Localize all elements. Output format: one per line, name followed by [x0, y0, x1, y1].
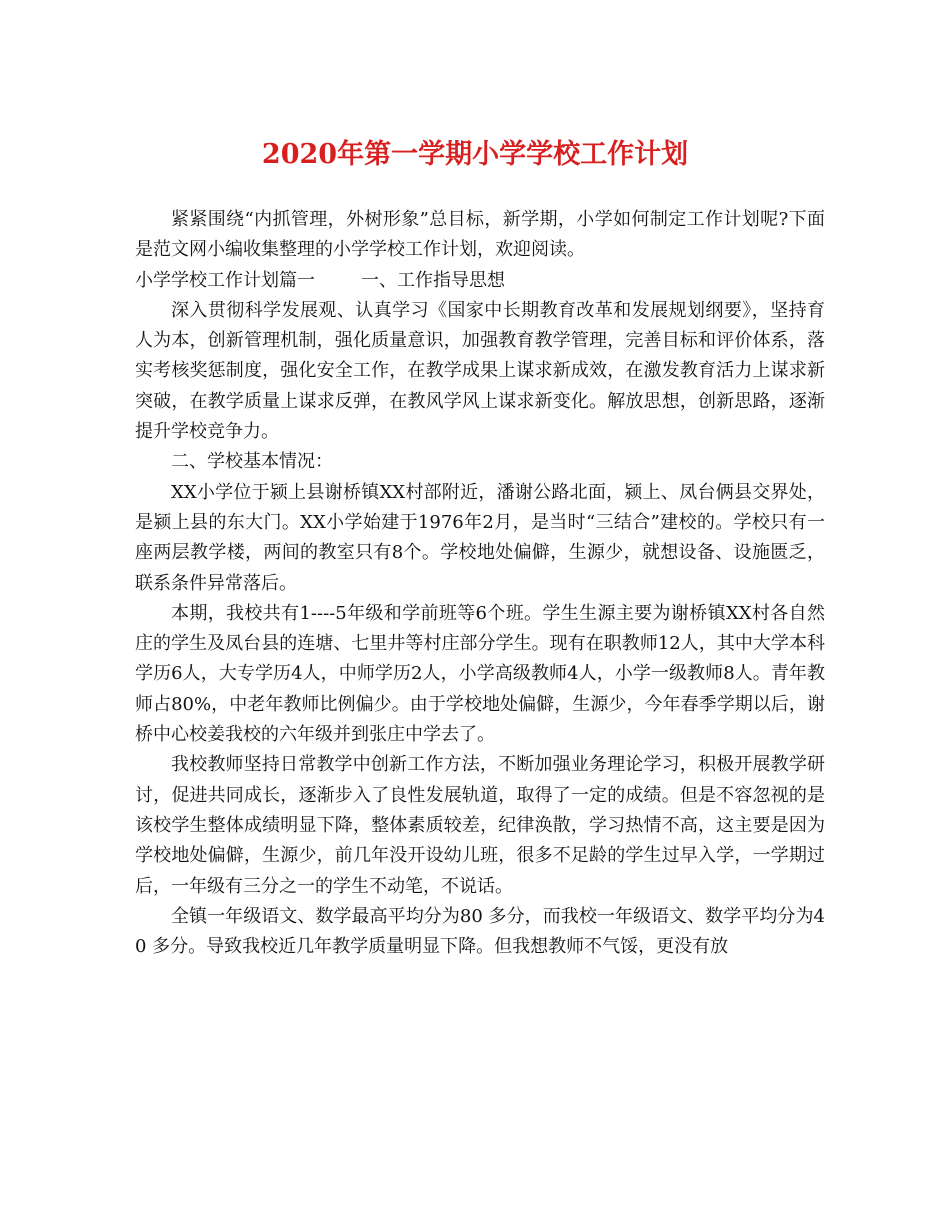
document-title: 2020年第一学期小学学校工作计划 [261, 139, 689, 170]
intro-paragraph: 紧紧围绕“内抓管理，外树形象”总目标，新学期，小学如何制定工作计划呢?下面是范文网小编收集整理的小学学校工作计划，欢迎阅读。 [135, 209, 825, 261]
section-heading-guiding-ideology: 一、工作指导思想 [361, 269, 505, 291]
section-heading-school-basics: 二、学校基本情况： [171, 451, 333, 473]
paragraph-teaching-status: 我校教师坚持日常教学中创新工作方法，不断加强业务理论学习，积极开展教学研讨，促进共同成长，逐渐步入了良性发展轨道，取得了一定的成绩。但是不容忽视的是该校学生整体成绩明显下降，整体素质较差，纪律涣散，学习热情不高，这主要是因为学校地处偏僻，生源少，前几年没开设幼儿班，很多不足龄的学生过早入学，一学期过后，一年级有三分之一的学生不动笔，不说话。 [135, 754, 825, 897]
document-body [135, 205, 825, 962]
paragraph-school-location: XX小学位于颍上县谢桥镇XX村部附近，潘谢公路北面，颍上、凤台俩县交界处，是颍上县的东大门。XX小学始建于1976年2月，是当时“三结合”建校的。学校只有一座两层教学楼，两间的教室只有8个。学校地处偏僻，生源少，就想设备、设施匮乏，联系条件异常落后。 [135, 481, 825, 594]
section-label: 小学学校工作计划篇一 [135, 269, 315, 291]
paragraph-scores: 全镇一年级语文、数学最高平均分为80 多分，而我校一年级语文、数学平均分为40 多分。导致我校近几年教学质量明显下降。但我想教师不气馁，更没有放 [135, 905, 825, 958]
section-line [135, 266, 825, 296]
paragraph-classes-teachers: 本期，我校共有1----5年级和学前班等6个班。学生生源主要为谢桥镇XX村各自然庄的学生及凤台县的连塘、七里井等村庄部分学生。现有在职教师12人，其中大学本科学历6人，大专学历4人，中师学历2人，小学高级教师4人，小学一级教师8人。青年教师占80%，中老年教师比例偏少。由于学校地处偏僻，生源少，今年春季学期以后，谢桥中心校姜我校的六年级并到张庄中学去了。 [135, 602, 825, 746]
paragraph-guiding-ideology: 深入贯彻科学发展观、认真学习《国家中长期教育改革和发展规划纲要》，坚持育人为本，创新管理机制，强化质量意识，加强教育教学管理，完善目标和评价体系，落实考核奖惩制度，强化安全工作，在教学成果上谋求新成效，在激发教育活力上谋求新突破，在教学质量上谋求反弹，在教风学风上谋求新变化。解放思想，创新思路，逐渐提升学校竞争力。 [135, 299, 825, 443]
